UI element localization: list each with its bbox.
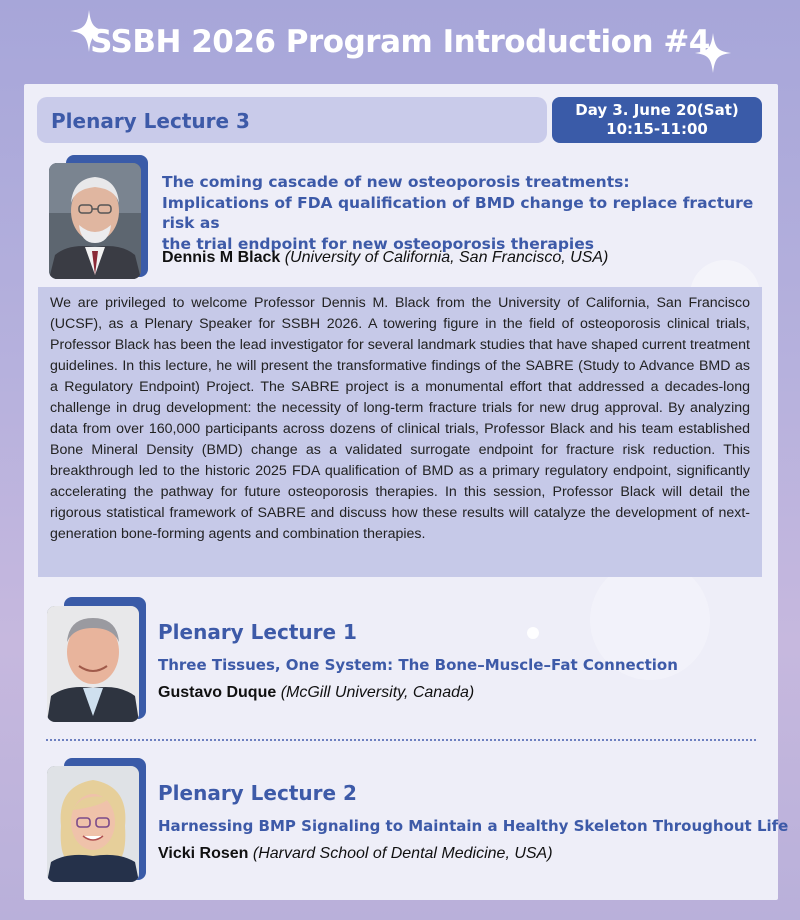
speaker-photo-dennis-black	[49, 163, 141, 279]
lecture-1-title: Three Tissues, One System: The Bone–Muscle–Fat Connection	[158, 656, 678, 674]
featured-title-line: the trial endpoint for new osteoporosis therapies	[162, 234, 594, 253]
schedule-badge	[552, 97, 762, 143]
lecture-abstract: We are privileged to welcome Professor Dennis M. Black from the University of California, San Francisco (UCSF), as a Plenary Speaker for SSBH 2026. A towering figure in the field of osteoporosis clinical trials, Professor Black has been the lead investigator for several landmark studies that have shaped current treatment guidelines. In this lecture, he will present the transformative findings of the SABRE (Study to Advance BMD as a Regulatory Endpoint) Project. The SABRE project is a monumental effort that addressed a decades-long challenge in drug development: the necessity of long-term fracture trials for new drug approval. By analyzing data from over 160,000 participants across dozens of clinical trials, Professor Black and his team established Bone Mineral Density (BMD) change as a validated surrogate endpoint for fracture risk reduction. This breakthrough led to the historic 2025 FDA qualification of BMD as a primary regulatory endpoint, significantly accelerating the pathway for future osteoporosis therapies. In this session, Professor Black will detail the rigorous statistical framework of SABRE and discuss how these results will catalyze the development of next-generation bone-forming agents and combination therapies.	[38, 287, 762, 577]
lecture-2-title: Harnessing BMP Signaling to Maintain a Healthy Skeleton Throughout Life	[158, 817, 789, 835]
schedule-time: 10:15-11:00	[606, 120, 708, 138]
lecture-1-label: Plenary Lecture 1	[158, 620, 357, 644]
featured-title-line: Implications of FDA qualification of BMD change to replace fracture risk as	[162, 193, 754, 232]
speaker-affiliation: (University of California, San Francisco, USA)	[284, 249, 609, 266]
lecture-1-speaker	[158, 684, 474, 702]
dotted-divider	[46, 739, 756, 741]
speaker-name: Dennis M Black	[162, 249, 281, 266]
speaker-photo-gustavo-duque	[47, 606, 139, 722]
speaker-name: Vicki Rosen	[158, 845, 249, 862]
section-label-pill	[37, 97, 547, 143]
schedule-day: Day 3. June 20(Sat)	[575, 101, 739, 119]
featured-speaker	[162, 249, 608, 267]
featured-title-line: The coming cascade of new osteoporosis treatments:	[162, 173, 630, 191]
featured-lecture-title	[162, 172, 762, 254]
speaker-affiliation: (McGill University, Canada)	[280, 684, 475, 701]
lecture-2-label: Plenary Lecture 2	[158, 781, 357, 805]
decorative-dot	[527, 627, 539, 639]
speaker-affiliation: (Harvard School of Dental Medicine, USA)	[252, 845, 553, 862]
section-label: Plenary Lecture 3	[51, 109, 250, 133]
lecture-2-speaker	[158, 845, 553, 863]
speaker-name: Gustavo Duque	[158, 684, 277, 701]
speaker-photo-vicki-rosen	[47, 766, 139, 882]
page-title: SSBH 2026 Program Introduction #4	[90, 24, 710, 60]
